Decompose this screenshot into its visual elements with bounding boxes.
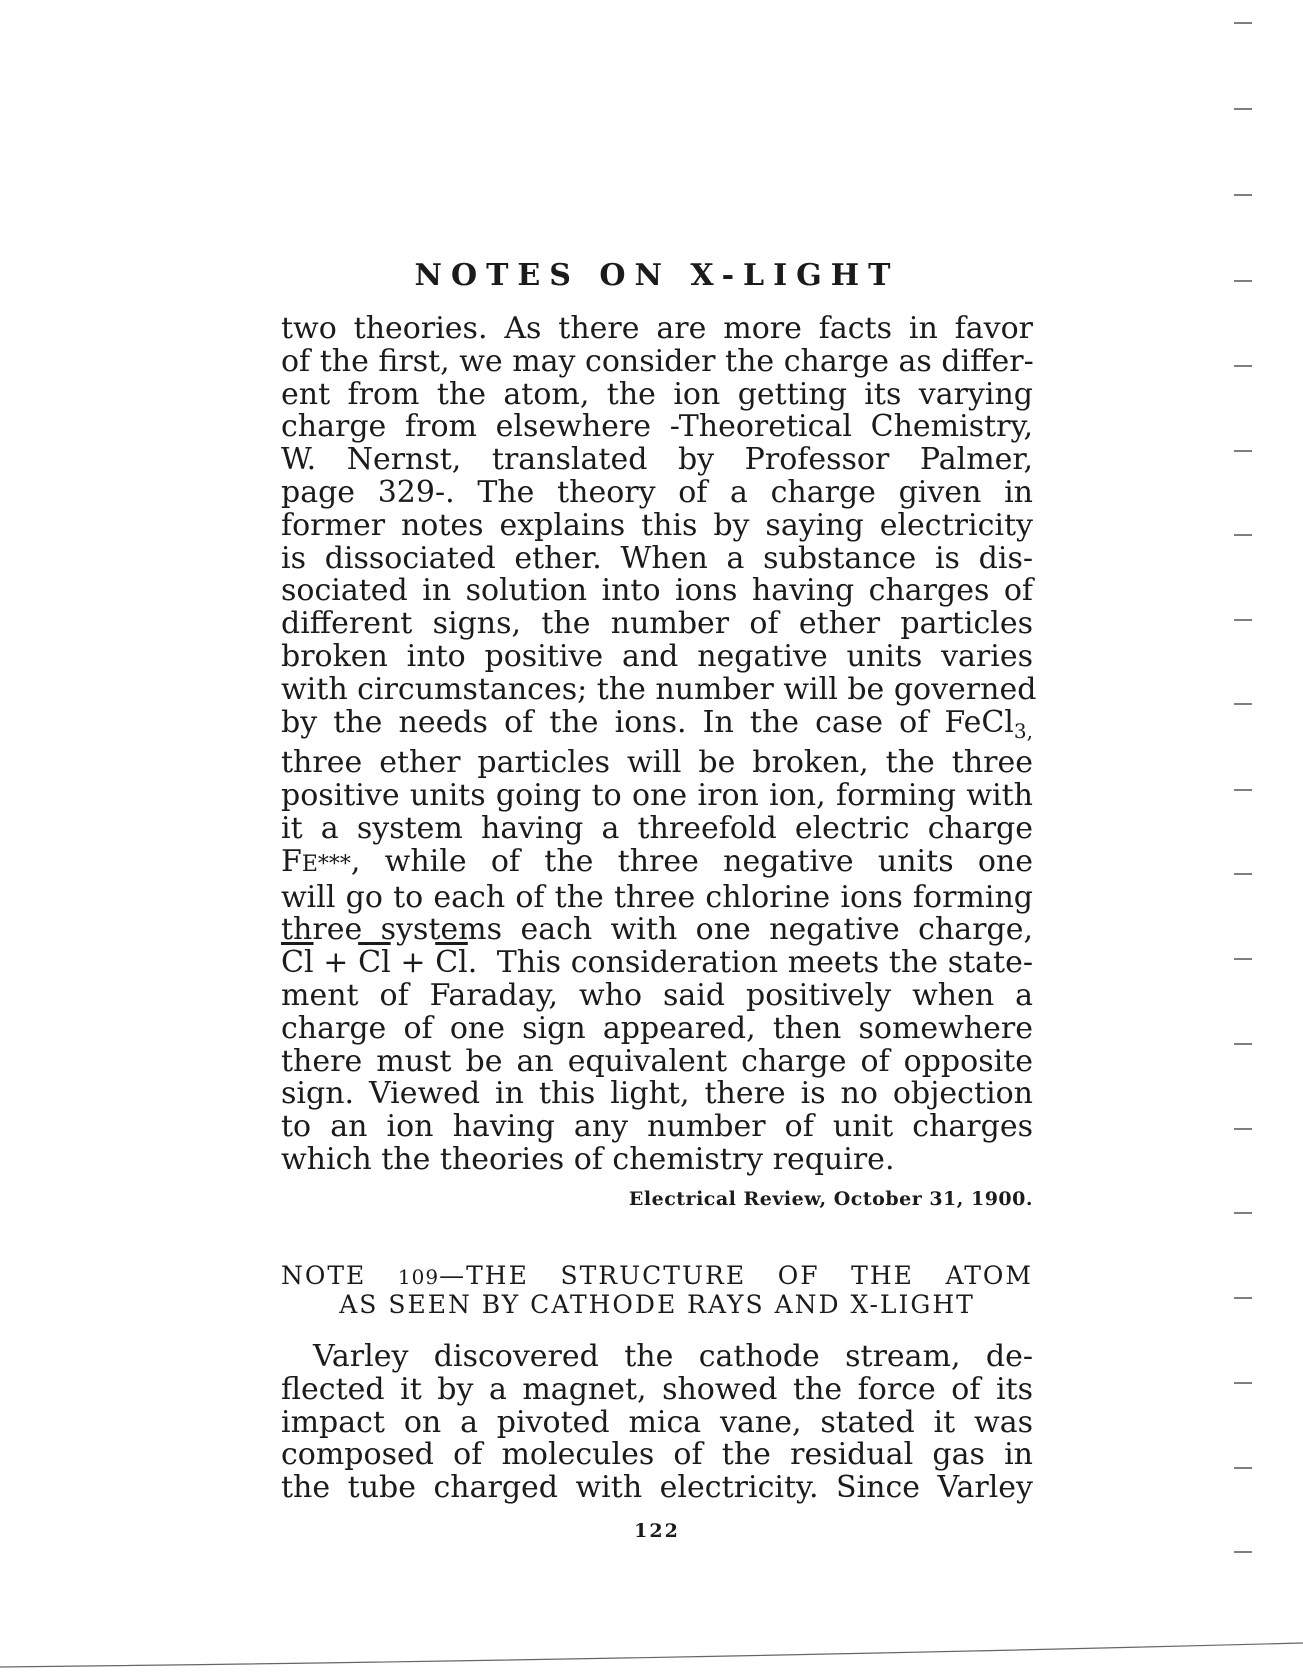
text-line-chlorine-ions: $\overline{Cl} + \overline{Cl} + \overline{Cl}$. This consideration meets the state- <box>281 945 1034 981</box>
text-line: it a system having a threefold electric charge <box>281 810 1033 846</box>
text-line: with circumstances; the number will be governed <box>281 671 1037 707</box>
fe-ion-cap: F <box>281 843 302 879</box>
chlorine-ion: $\overline{Cl}$ <box>358 945 391 981</box>
text-fragment: , while of the three negative units one <box>350 843 1033 879</box>
text-line: page 329-. The theory of a charge given in <box>281 474 1033 510</box>
note-label: NOTE <box>281 1261 367 1290</box>
text-line: there must be an equivalent charge of opposite <box>281 1043 1033 1079</box>
text-line: three systems each with one negative charge, <box>281 912 1033 948</box>
text-line: three ether particles will be broken, the three <box>281 745 1033 781</box>
text-line: impact on a pivoted mica vane, stated it was <box>281 1404 1033 1440</box>
text-line: which the theories of chemistry require. <box>281 1141 895 1177</box>
plus-sign: + <box>400 945 426 981</box>
scan-edge-line <box>0 1643 1303 1667</box>
text-line: charge of one sign appeared, then somewhere <box>281 1010 1033 1046</box>
text-line: two theories. As there are more facts in favor <box>281 311 1033 346</box>
chlorine-ion: $\overline{Cl}$ <box>281 945 314 981</box>
text-line: different signs, the number of ether particles <box>281 606 1033 642</box>
text-line: to an ion having any number of unit charges <box>281 1109 1033 1145</box>
text-line: of the first, we may consider the charge as differ- <box>281 343 1034 379</box>
text-line: former notes explains this by saying electricity <box>281 507 1033 543</box>
text-line: broken into positive and negative units varies <box>281 638 1033 674</box>
text-line: sociated in solution into ions having charges of <box>281 573 1033 609</box>
text-line: ment of Faraday, who said positively when a <box>281 977 1033 1013</box>
plus-sign: + <box>323 945 349 981</box>
text-line: ent from the atom, the ion getting its varying <box>281 376 1033 412</box>
text-line: W. Nernst, translated by Professor Palmer, <box>281 442 1033 478</box>
text-line: sign. Viewed in this light, there is no objection <box>281 1076 1033 1112</box>
text-line: the tube charged with electricity. Since Varley <box>281 1470 1033 1506</box>
text-line: composed of molecules of the residual gas in <box>281 1437 1033 1473</box>
text-fragment: This consideration meets the state- <box>496 945 1034 981</box>
chlorine-ion: $\overline{Cl}$ <box>435 945 468 981</box>
text-line: Varley discovered the cathode stream, de- <box>313 1339 1033 1374</box>
subscript-3: 3, <box>1013 718 1033 743</box>
note-heading-line-2: AS SEEN BY CATHODE RAYS AND X-LIGHT <box>339 1290 975 1319</box>
text-line: is dissociated ether. When a substance is dis- <box>281 540 1033 576</box>
text-line: will go to each of the three chlorine ions forming <box>281 879 1033 915</box>
text-fragment: by the needs of the ions. In the case of FeCl <box>281 704 1014 740</box>
fe-ion-small: E*** <box>301 851 351 877</box>
citation: Electrical Review, October 31, 1900. <box>628 1188 1033 1210</box>
page-number: 122 <box>634 1520 680 1542</box>
text-line: charge from elsewhere -Theoretical Chemistry, <box>281 409 1033 445</box>
note-number: 109 <box>397 1265 440 1289</box>
running-head: NOTES ON X-LIGHT <box>414 258 900 293</box>
text-line: flected it by a magnet, showed the force of its <box>281 1371 1033 1407</box>
note-title-part: —THE STRUCTURE OF THE ATOM <box>439 1261 1033 1290</box>
text-line: positive units going to one iron ion, forming with <box>281 778 1033 814</box>
